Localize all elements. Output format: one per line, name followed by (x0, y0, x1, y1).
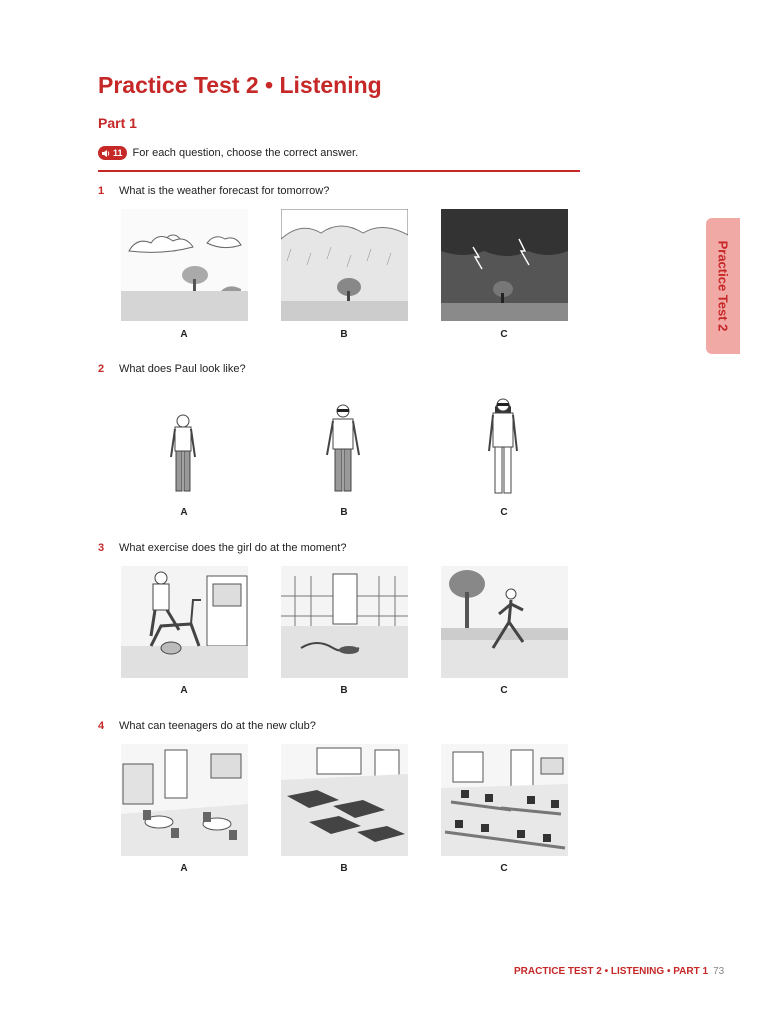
option-label: C (500, 507, 508, 518)
audio-track-badge[interactable] (98, 146, 127, 160)
track-number: 11 (113, 148, 123, 158)
option-label: A (180, 863, 188, 874)
option-4c-computer-room-image[interactable] (441, 744, 568, 856)
option-label: B (340, 863, 348, 874)
option-2c-tall-man-sunglasses-image[interactable] (441, 387, 568, 499)
option-label: B (340, 329, 348, 340)
question-number: 3 (98, 542, 105, 554)
option-label: C (500, 329, 508, 340)
part-heading: Part 1 (98, 115, 137, 131)
option-label: A (180, 507, 188, 518)
side-tab-label: Practice Test 2 (715, 240, 731, 332)
divider (98, 170, 580, 172)
question-text: What can teenagers do at the new club? (119, 720, 316, 732)
option-4a-cafe-image[interactable] (121, 744, 248, 856)
question-4 (98, 720, 316, 732)
question-1 (98, 185, 329, 197)
instruction-text: For each question, choose the correct answer. (132, 147, 359, 159)
option-3b-swimming-image[interactable] (281, 566, 408, 678)
question-text: What is the weather forecast for tomorrow? (119, 185, 330, 197)
speaker-icon (101, 149, 111, 158)
page-number: 73 (713, 966, 725, 977)
option-3a-exercise-bike-image[interactable] (121, 566, 248, 678)
option-1b-rainy-image[interactable] (281, 209, 408, 321)
option-1c-storm-image[interactable] (441, 209, 568, 321)
option-label: C (500, 685, 508, 696)
question-3 (98, 542, 346, 554)
option-label: C (500, 863, 508, 874)
option-label: A (180, 329, 188, 340)
question-number: 4 (98, 720, 105, 732)
question-text: What exercise does the girl do at the moment? (119, 542, 347, 554)
side-tab (706, 218, 740, 354)
page-footer (514, 966, 724, 977)
option-3c-running-image[interactable] (441, 566, 568, 678)
instruction (98, 146, 358, 160)
page-title: Practice Test 2 • Listening (98, 72, 382, 98)
question-number: 1 (98, 185, 105, 197)
question-2 (98, 363, 246, 375)
option-label: B (340, 685, 348, 696)
option-4b-table-tennis-image[interactable] (281, 744, 408, 856)
option-label: B (340, 507, 348, 518)
option-2b-man-sunglasses-image[interactable] (281, 387, 408, 499)
question-number: 2 (98, 363, 105, 375)
option-label: A (180, 685, 188, 696)
option-2a-short-man-image[interactable] (121, 387, 248, 499)
footer-text: PRACTICE TEST 2 • LISTENING • PART 1 (514, 966, 709, 977)
question-text: What does Paul look like? (119, 363, 246, 375)
option-1a-sunny-image[interactable] (121, 209, 248, 321)
